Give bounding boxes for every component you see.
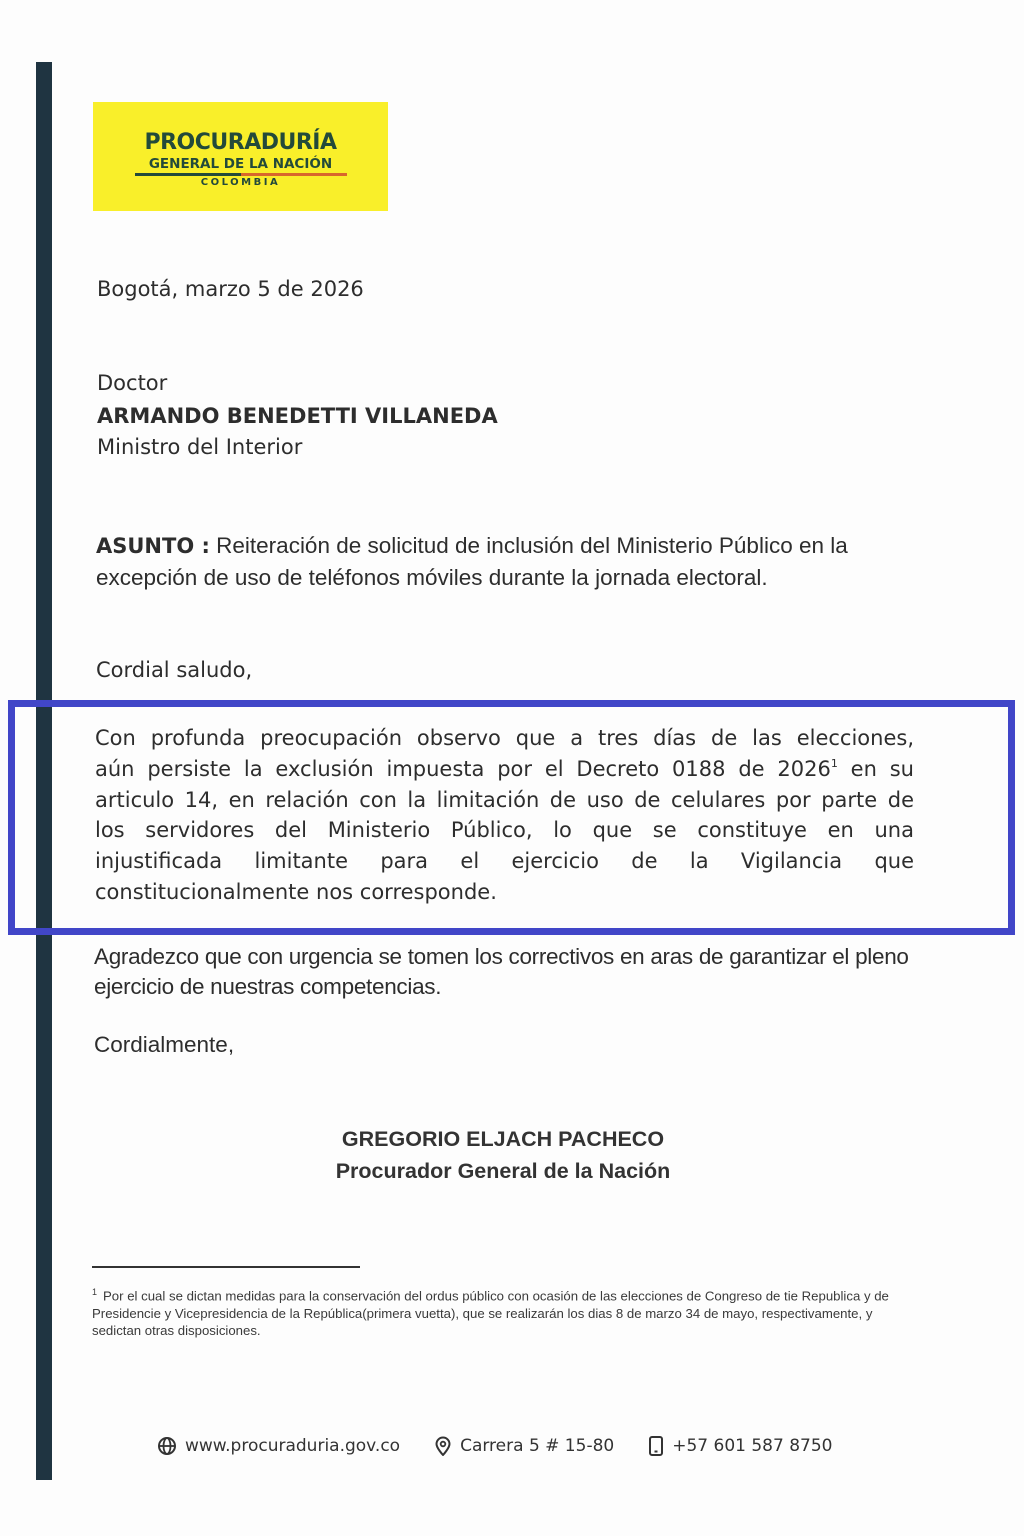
paragraph-line: constitucionalmente nos corresponde. <box>95 879 497 904</box>
subject-label: ASUNTO : <box>96 534 210 558</box>
paragraph-line <box>95 754 914 785</box>
recipient-role: Ministro del Interior <box>97 435 303 459</box>
paragraph-line: Con profunda preocupación observo que a tres días de las elecciones, <box>95 726 914 750</box>
address-text: Carrera 5 # 15-80 <box>460 1436 615 1456</box>
paragraph-line-text: aún persiste la exclusión impuesta por el Decreto 0188 de 2026 <box>95 756 831 781</box>
footer-address <box>434 1436 614 1456</box>
paragraph-line-tail: en su <box>837 756 914 781</box>
paragraph-line: injustificada limitante para el ejercicio de la Vigilancia que <box>95 849 914 874</box>
footnote <box>92 1284 912 1340</box>
footnote-divider <box>92 1266 360 1268</box>
footer-phone <box>648 1435 832 1457</box>
phone-number: +57 601 587 8750 <box>672 1436 833 1456</box>
footnote-number: 1 <box>92 1287 98 1297</box>
signer-name: GREGORIO ELJACH PACHECO <box>341 1127 665 1151</box>
footnote-text: Por el cual se dictan medidas para la conservación del ordus público con ocasión de las elecciones de Congreso de tie Republica y de Presidencie y Vicepresidencia de la República(primera vuetta), que se realizarán los dias 8 de marzo 34 de mayo, respectivamente, y sedictan otras disposiciones. <box>92 1288 889 1339</box>
logo-underline <box>135 173 347 176</box>
greeting: Cordial saludo, <box>96 658 253 682</box>
closing-paragraph: Agradezco que con urgencia se tomen los correctivos en aras de garantizar el pleno ejercicio de nuestras competencias. <box>94 944 909 999</box>
logo-subtitle: GENERAL DE LA NACIÓN <box>148 156 333 172</box>
highlighted-paragraph <box>95 723 914 908</box>
logo-country: COLOMBIA <box>200 177 281 188</box>
logo-title: PROCURADURÍA <box>144 130 337 155</box>
footnote-reference: 1 <box>830 756 838 770</box>
globe-icon <box>157 1436 177 1456</box>
procuraduria-logo <box>93 102 388 211</box>
signer-title: Procurador General de la Nación <box>335 1159 671 1183</box>
subject-line <box>96 530 916 594</box>
paragraph-line: articulo 14, en relación con la limitación de uso de celulares por parte de <box>95 787 914 812</box>
farewell: Cordialmente, <box>94 1032 235 1057</box>
letter-date: Bogotá, marzo 5 de 2026 <box>97 277 364 301</box>
footer-website[interactable] <box>157 1436 400 1456</box>
website-link[interactable]: www.procuraduria.gov.co <box>185 1436 401 1456</box>
subject-text: Reiteración de solicitud de inclusión del Ministerio Público en la excepción de uso de teléfonos móviles durante la jornada electoral. <box>96 533 848 590</box>
recipient-title: Doctor <box>97 371 168 395</box>
mobile-phone-icon <box>648 1435 664 1457</box>
map-pin-icon <box>434 1436 452 1456</box>
contact-footer <box>157 1432 866 1460</box>
recipient-name: ARMANDO BENEDETTI VILLANEDA <box>97 404 498 428</box>
paragraph-line: los servidores del Ministerio Público, lo que se constituye en una <box>95 818 914 843</box>
